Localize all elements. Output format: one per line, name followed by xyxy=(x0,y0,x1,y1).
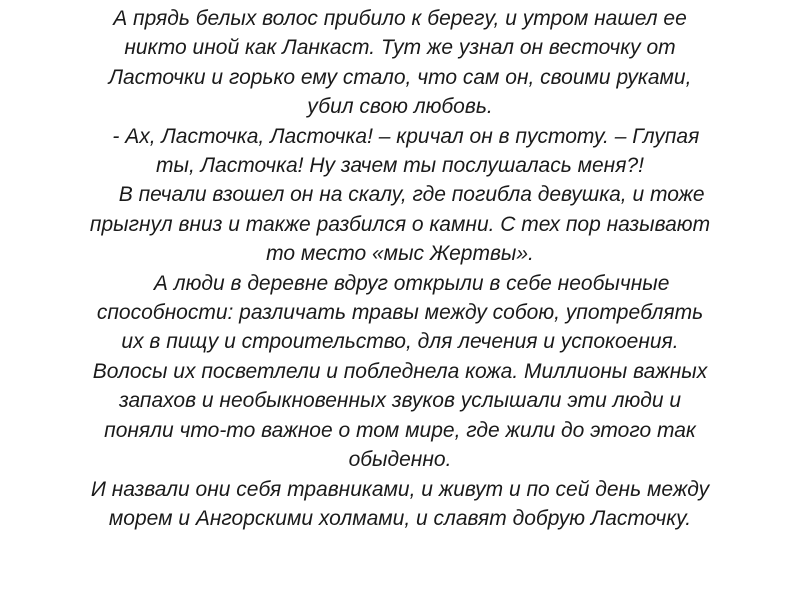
text-line: Волосы их посветлели и побледнела кожа. Миллионы важных xyxy=(92,359,708,383)
text-line: морем и Ангорскими холмами, и славят добрую Ласточку. xyxy=(108,506,692,530)
text-line: В печали взошел он на скалу, где погибла девушка, и тоже xyxy=(95,183,705,207)
text-line: никто иной как Ланкаст. Тут же узнал он весточку от xyxy=(124,36,676,60)
text-line: запахов и необыкновенных звуков услышали эти люди и xyxy=(118,389,682,413)
text-line: способности: различать травы между собою, употреблять xyxy=(96,301,704,325)
text-line: поняли что-то важное о том мире, где жили до этого так xyxy=(104,418,696,442)
text-line: А прядь белых волос прибило к берегу, и утром нашел ее xyxy=(113,7,687,30)
text-line: - Ах, Ласточка, Ласточка! – кричал он в пустоту. – Глупая xyxy=(100,124,700,148)
text-line: обыденно. xyxy=(348,448,452,472)
text-line: А люди в деревне вдруг открыли в себе необычные xyxy=(130,271,670,295)
text-line: И назвали они себя травниками, и живут и по сей день между xyxy=(90,477,710,501)
text-line: прыгнул вниз и также разбился о камни. С тех пор называют xyxy=(89,212,711,236)
text-line: убил свою любовь. xyxy=(307,95,493,119)
story-text xyxy=(40,4,760,533)
text-line: то место «мыс Жертвы». xyxy=(266,242,534,266)
text-line: Ласточки и горько ему стало, что сам он, своими руками, xyxy=(108,65,692,89)
text-line: ты, Ласточка! Ну зачем ты послушалась меня?! xyxy=(156,154,644,178)
text-line: их в пищу и строительство, для лечения и успокоения. xyxy=(121,330,679,354)
